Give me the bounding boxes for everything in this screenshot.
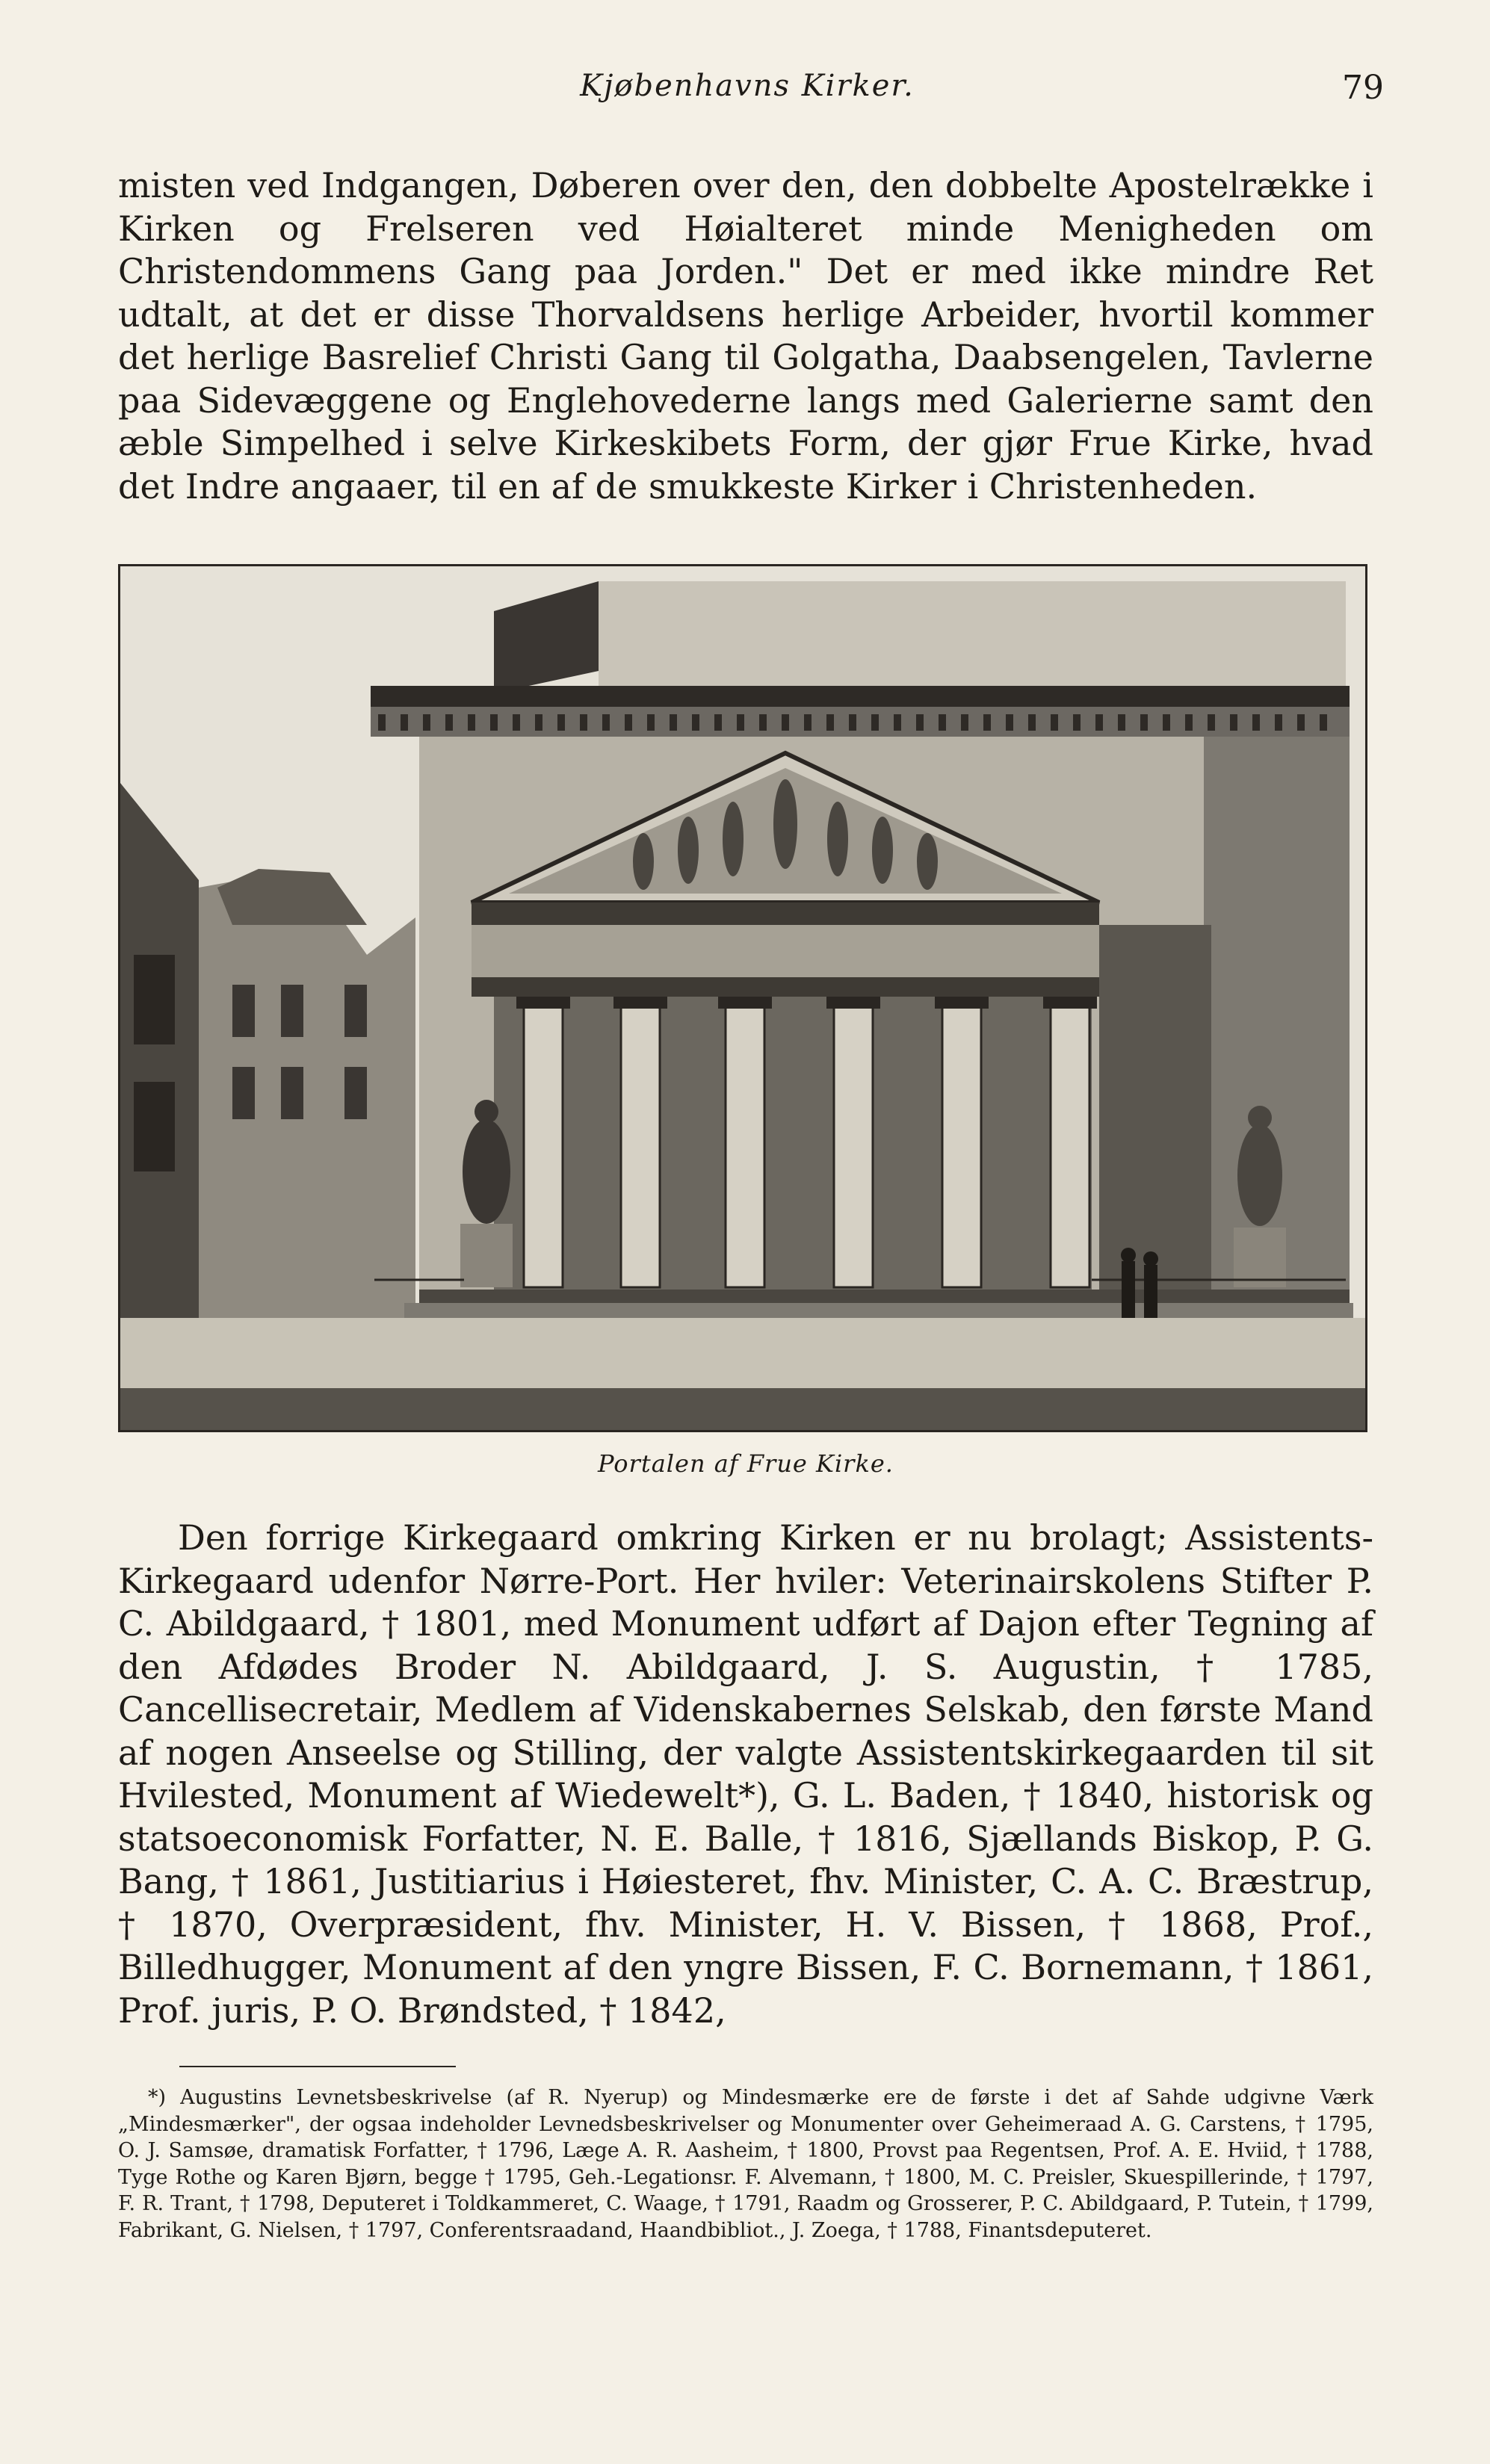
church-portal-engraving [118,564,1367,1432]
footnote-rule [179,2066,456,2067]
paragraph-top: misten ved Indgangen, Døberen over den, den dobbelte Apostelrække i Kirken og Frelseren ved Høialteret minde Menigheden om Christendommens Gang paa Jorden." Det er med ikke mindre Ret udtalt, at det er disse Thorvaldsens herlige Arbeider, hvortil kommer det herlige Basrelief Christi Gang til Golgatha, Daabsengelen, Tavlerne paa Sidevæggene og Englehovederne langs med Galerierne samt den æble Simpelhed i selve Kirkeskibets Form, der gjør Frue Kirke, hvad det Indre angaaer, til en af de smukkeste Kirker i Christenheden. [118,165,1373,507]
engraving-illustration [120,566,1365,1430]
running-title: Kjøbenhavns Kirker. [580,69,915,103]
figure-caption: Portalen af Frue Kirke. [598,1449,894,1478]
footnote: *) Augustins Levnetsbeskrivelse (af R. Nyerup) og Mindesmærke ere de første i det af Sahde udgivne Værk „Mindesmærker", der ogsaa indeholder Levnedsbeskrivelser og Monumenter over Geheimeraad A. G. Carstens, † 1795, O. J. Samsøe, dramatisk Forfatter, † 1796, Læge A. R. Aasheim, † 1800, Provst paa Regentsen, Prof. A. E. Hviid, † 1788, Tyge Rothe og Karen Bjørn, begge † 1795, Geh.-Legationsr. F. Alvemann, † 1800, M. C. Preisler, Skuespillerinde, † 1797, F. R. Trant, † 1798, Deputeret i Toldkammeret, C. Waage, † 1791, Raadm og Grosserer, P. C. Abildgaard, P. Tutein, † 1799, Fabrikant, G. Nielsen, † 1797, Conferentsraadand, Haandbibliot., J. Zoega, † 1788, Finantsdeputeret. [118,2086,1373,2242]
page-number: 79 [1342,69,1384,107]
running-head [120,69,1384,114]
paragraph-body: Den forrige Kirkegaard omkring Kirken er nu brolagt; Assistents-Kirkegaard udenfor Nørre-Port. Her hviler: Veterinairskolens Stifter P. C. Abildgaard, † 1801, med Monument udført af Dajon efter Tegning af den Afdødes Broder N. Abildgaard, J. S. Augustin, † 1785, Cancellisecretair, Medlem af Videnskabernes Selskab, den første Mand af nogen Anseelse og Stilling, der valgte Assistentskirkegaarden til sit Hvilested, Monument af Wiedewelt*), G. L. Baden, † 1840, historisk og statsoeconomisk Forfatter, N. E. Balle, † 1816, Sjællands Biskop, P. G. Bang, † 1861, Justitiarius i Høiesteret, fhv. Minister, C. A. C. Bræstrup, † 1870, Overpræsident, fhv. Minister, H. V. Bissen, † 1868, Prof., Billedhugger, Monument af den yngre Bissen, F. C. Bornemann, † 1861, Prof. juris, P. O. Brøndsted, † 1842, [118,1517,1373,2031]
